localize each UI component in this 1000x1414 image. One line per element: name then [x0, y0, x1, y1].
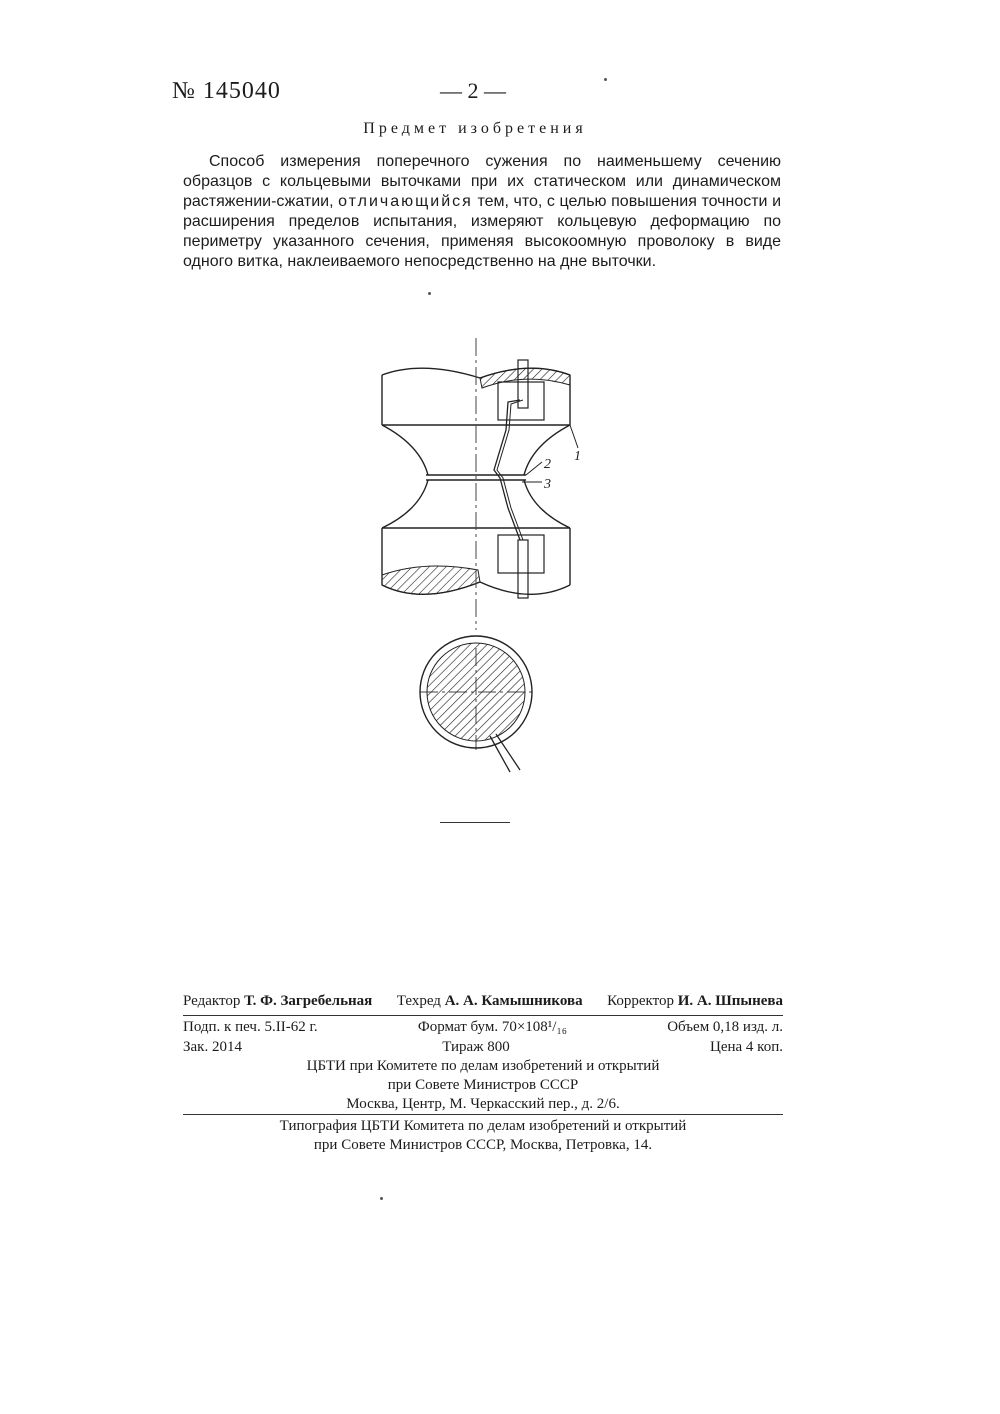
separator-short	[440, 822, 510, 823]
signed-date: Подп. к печ. 5.II-62 г.	[183, 1019, 318, 1035]
volume: Объем 0,18 изд. л.	[667, 1019, 783, 1035]
speck	[428, 292, 431, 295]
credits-line	[183, 993, 783, 1010]
claim-distinguishing-word: отличающийся	[338, 193, 473, 210]
techred-label: Техред	[396, 993, 441, 1009]
wire-lead	[494, 400, 520, 540]
price: Цена 4 коп.	[710, 1039, 783, 1055]
printer-line-1: Типография ЦБТИ Комитета по делам изобретений и открытий	[279, 1118, 687, 1134]
publisher-line-1: ЦБТИ при Комитете по делам изобретений и открытий	[306, 1058, 660, 1074]
top-section-hatch	[480, 368, 570, 388]
publisher-line-2: при Совете Министров СССР	[387, 1077, 579, 1093]
bottom-section-hatch	[382, 566, 480, 594]
page-number: — 2 —	[440, 78, 506, 103]
editor-name: Т. Ф. Загребельная	[244, 993, 373, 1009]
claim-part-2: тем, что, с целью повышения точности и расширения пределов испытания, измеряют кольцевую деформацию по периметру указанного сечения, применяя высокоомную проволоку в виде одного витка, наклеиваемого непосредственно на дне выточки.	[183, 193, 781, 270]
figure-label-1: 1	[574, 449, 581, 464]
patent-number: № 145040	[172, 78, 281, 104]
order-number: Зак. 2014	[183, 1039, 242, 1055]
speck	[380, 1197, 383, 1200]
terminal-blocks	[498, 360, 544, 598]
separator-rule-2	[183, 1114, 783, 1115]
circulation: Тираж 800	[442, 1039, 510, 1055]
imprint-row-2	[183, 1039, 783, 1056]
corrector-label: Корректор	[607, 993, 674, 1009]
editor-label: Редактор	[183, 993, 241, 1009]
section-title: Предмет изобретения	[363, 120, 587, 137]
claim-paragraph	[183, 152, 781, 272]
specimen-figure	[360, 330, 620, 780]
claim-part-1: Способ измерения поперечного сужения по наименьшему сечению образцов с кольцевыми выточками при их статическом или динамическом растяжении-сжатии,	[183, 153, 781, 210]
printer-line-2: при Совете Министров СССР, Москва, Петровка, 14.	[313, 1137, 653, 1153]
publisher-address: Москва, Центр, М. Черкасский пер., д. 2/6.	[346, 1096, 620, 1112]
figure-label-3: 3	[544, 477, 551, 492]
techred-credit	[397, 993, 583, 1010]
cross-section-view	[420, 636, 532, 772]
paper-format: Формат бум. 70×108¹/₁₆	[417, 1019, 567, 1035]
separator-rule-1	[183, 1015, 783, 1016]
claim-text	[183, 152, 781, 272]
corrector-name: И. А. Шпынева	[677, 993, 783, 1009]
figure-label-2: 2	[544, 457, 551, 472]
editor-credit	[183, 993, 372, 1010]
corrector-credit	[607, 993, 783, 1010]
speck	[604, 78, 607, 81]
techred-name: А. А. Камышникова	[444, 993, 583, 1009]
imprint-row-1	[183, 1019, 783, 1036]
